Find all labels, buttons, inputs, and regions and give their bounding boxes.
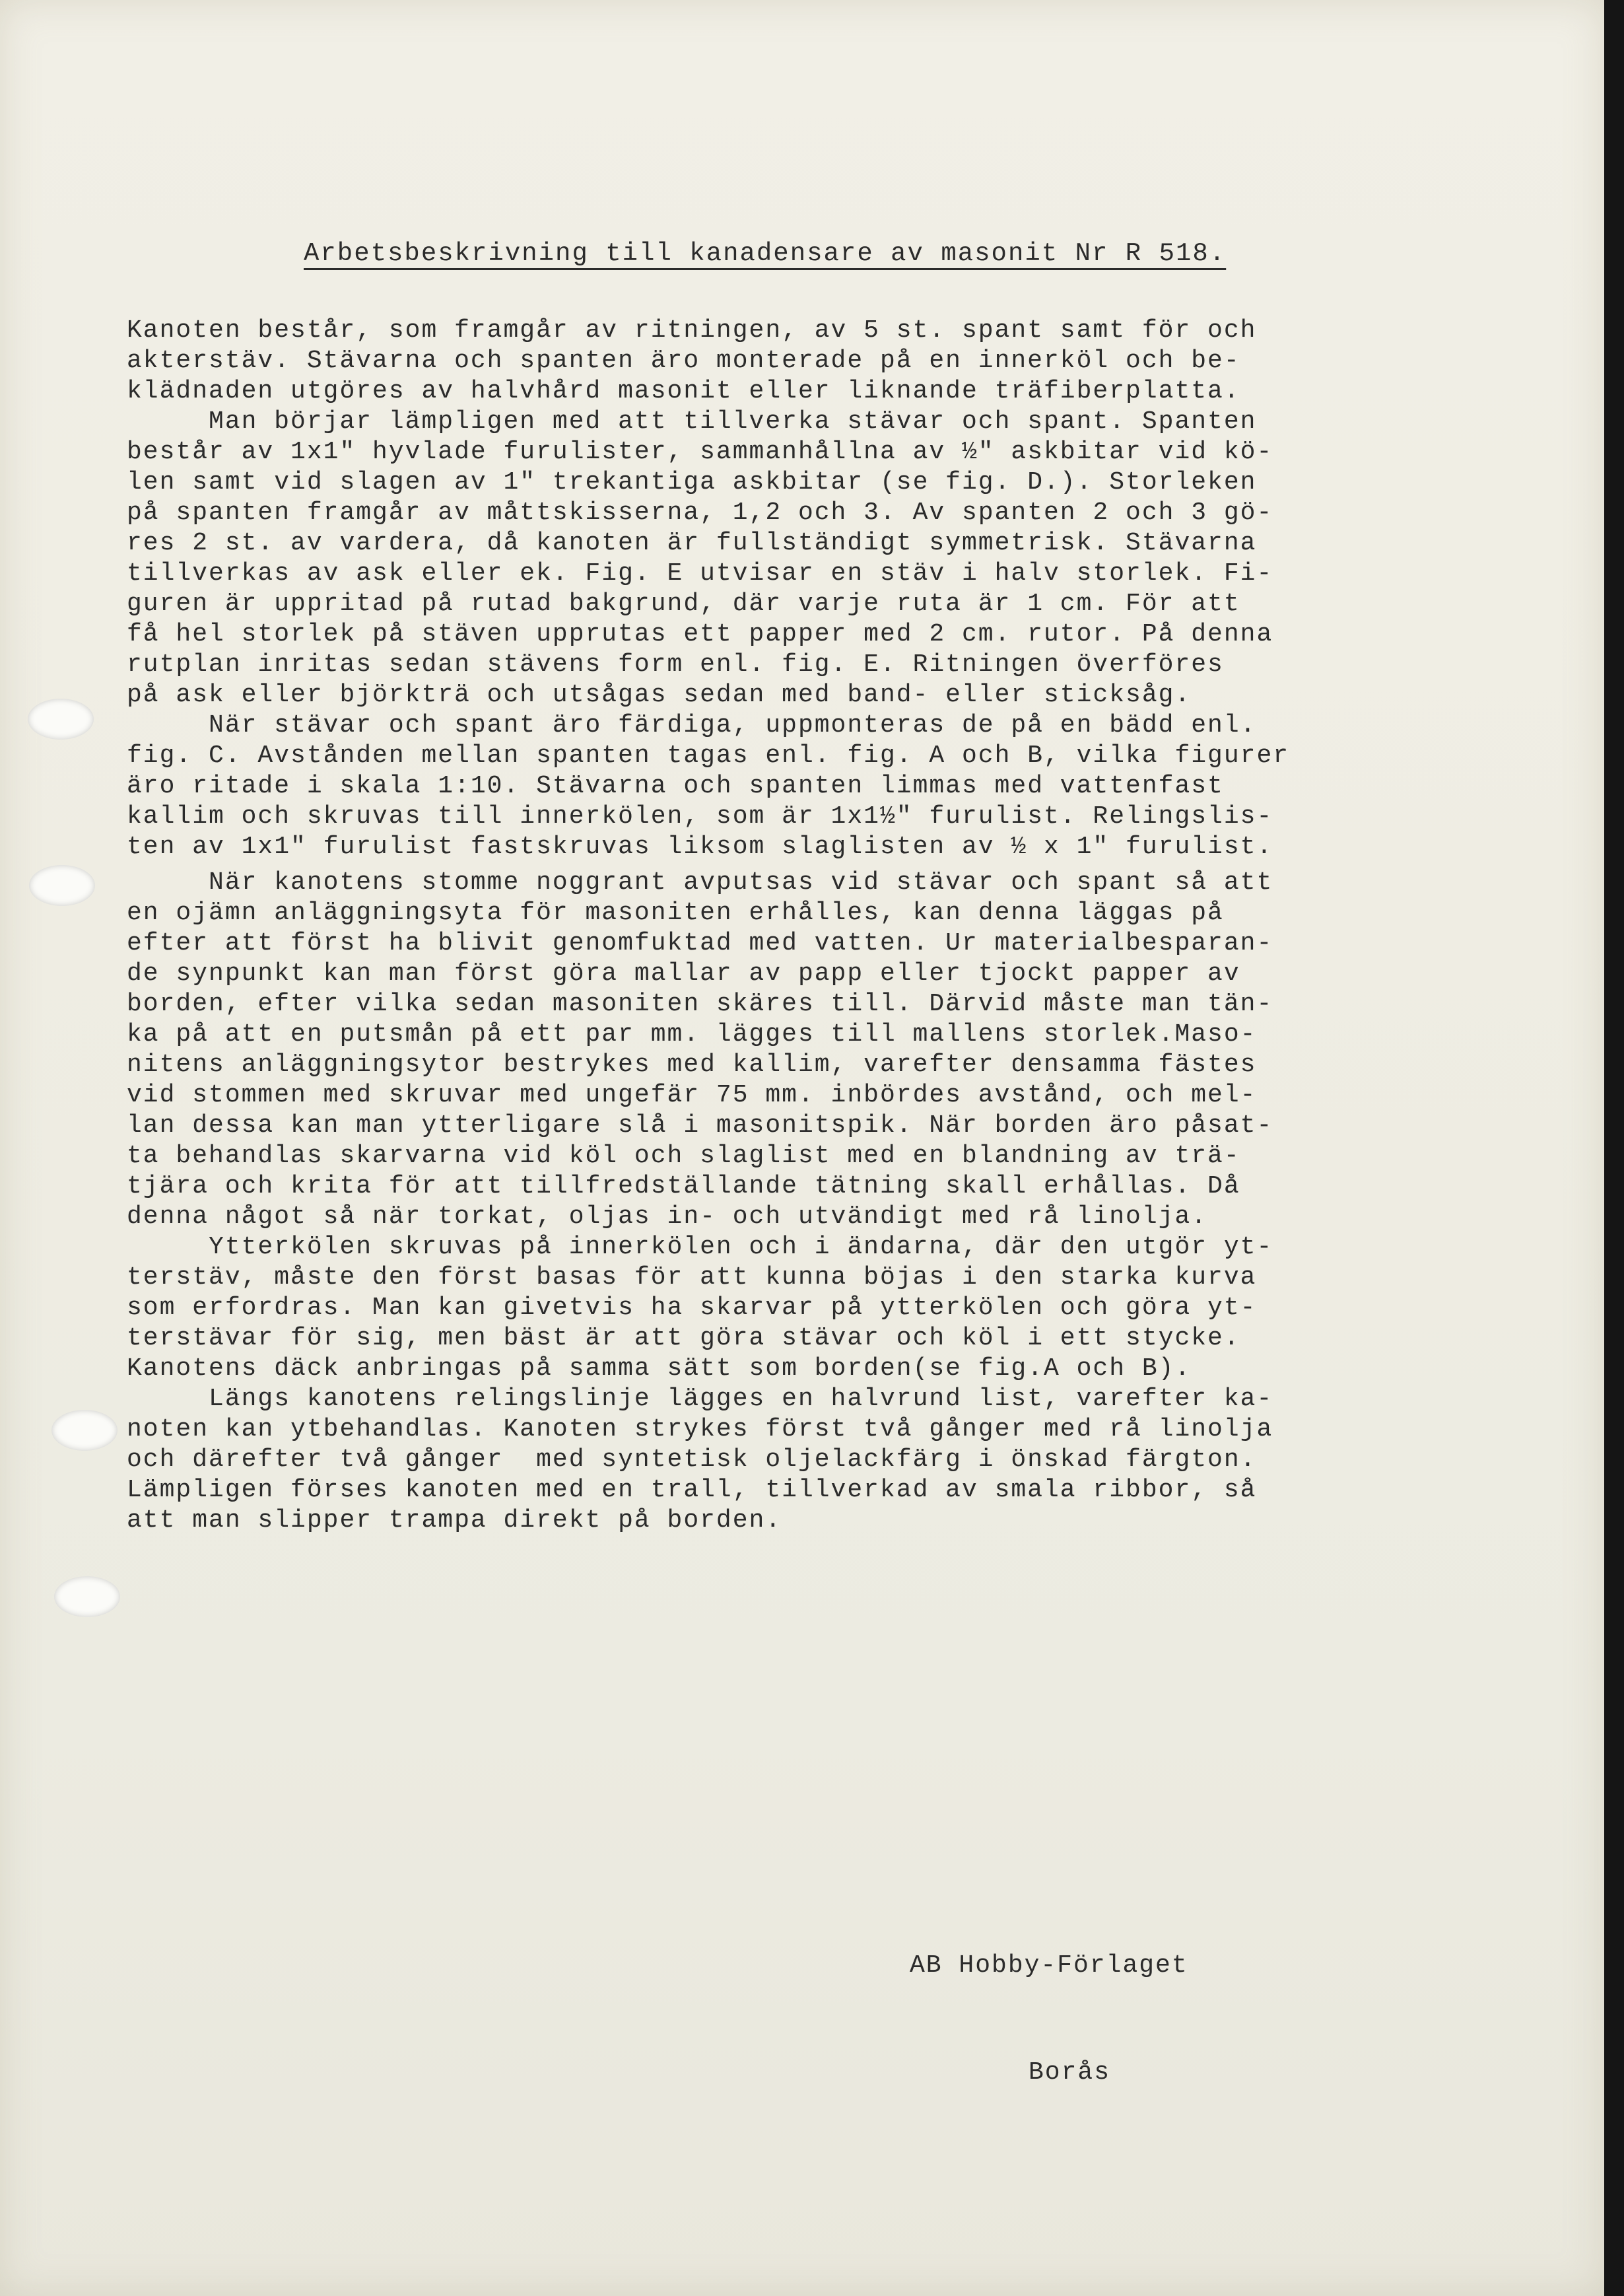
text-line: guren är uppritad på rutad bakgrund, där varje ruta är 1 cm. För att xyxy=(127,590,1240,618)
text-line: Kanotens däck anbringas på samma sätt som borden(se fig.A och B). xyxy=(127,1354,1192,1383)
text-line: kallim och skruvas till innerkölen, som är 1x1½" furulist. Relingslis- xyxy=(127,802,1273,831)
punch-hole xyxy=(54,1576,120,1617)
text-line: Ytterkölen skruvas på innerkölen och i ändarna, där den utgör yt- xyxy=(127,1233,1273,1261)
text-line: äro ritade i skala 1:10. Stävarna och spanten limmas med vattenfast xyxy=(127,772,1224,800)
document-title: Arbetsbeskrivning till kanadensare av masonit Nr R 518. xyxy=(304,239,1227,268)
text-line: När stävar och spant äro färdiga, uppmonteras de på en bädd enl. xyxy=(127,711,1257,740)
text-line: akterstäv. Stävarna och spanten äro monterade på en innerköl och be- xyxy=(127,347,1240,375)
text-line: består av 1x1" hyvlade furulister, sammanhållna av ½" askbitar vid kö- xyxy=(127,438,1273,466)
text-line: ka på att en putsmån på ett par mm. lägges till mallens storlek.Maso- xyxy=(127,1020,1257,1049)
text-line: ten av 1x1" furulist fastskruvas liksom slaglisten av ½ x 1" furulist. xyxy=(127,833,1273,861)
text-line: terstävar för sig, men bäst är att göra stävar och köl i ett stycke. xyxy=(127,1324,1240,1352)
punch-hole xyxy=(28,699,94,740)
signature-company: AB Hobby-Förlaget xyxy=(910,1951,1188,1980)
text-line: Längs kanotens relingslinje lägges en halvrund list, varefter ka- xyxy=(127,1385,1273,1413)
text-line: lan dessa kan man ytterligare slå i masonitspik. När borden äro påsat- xyxy=(127,1111,1273,1140)
text-line: denna något så när torkat, oljas in- och utvändigt med rå linolja. xyxy=(127,1202,1208,1231)
punch-hole xyxy=(29,865,95,906)
text-line: på spanten framgår av måttskisserna, 1,2 och 3. Av spanten 2 och 3 gö- xyxy=(127,499,1273,527)
document-body xyxy=(127,316,1520,1536)
text-line: När kanotens stomme noggrant avputsas vid stävar och spant så att xyxy=(127,868,1273,897)
text-line: och därefter två gånger med syntetisk oljelackfärg i önskad färgton. xyxy=(127,1445,1257,1474)
text-line: ta behandlas skarvarna vid köl och slaglist med en blandning av trä- xyxy=(127,1142,1240,1170)
text-line: en ojämn anläggningsyta för masoniten erhålles, kan denna läggas på xyxy=(127,899,1224,927)
text-line: att man slipper trampa direkt på borden. xyxy=(127,1506,782,1535)
text-line: tillverkas av ask eller ek. Fig. E utvisar en stäv i halv storlek. Fi- xyxy=(127,559,1273,588)
text-line: nitens anläggningsytor bestrykes med kallim, varefter densamma fästes xyxy=(127,1051,1257,1079)
punch-hole xyxy=(51,1410,118,1451)
text-line: efter att först ha blivit genomfuktad med vatten. Ur materialbesparan- xyxy=(127,929,1273,957)
text-line: tjära och krita för att tillfredställande tätning skall erhållas. Då xyxy=(127,1172,1240,1200)
text-line: vid stommen med skruvar med ungefär 75 mm. inbördes avstånd, och mel- xyxy=(127,1081,1257,1109)
signature-block xyxy=(910,1877,1188,2162)
text-line: noten kan ytbehandlas. Kanoten strykes först två gånger med rå linolja xyxy=(127,1415,1273,1444)
text-line: få hel storlek på stäven upprutas ett papper med 2 cm. rutor. På denna xyxy=(127,620,1273,648)
text-line: de synpunkt kan man först göra mallar av papp eller tjockt papper av xyxy=(127,959,1240,988)
text-line: borden, efter vilka sedan masoniten skäres till. Därvid måste man tän- xyxy=(127,990,1273,1018)
scan-background-edge xyxy=(1604,0,1624,2296)
text-line: rutplan inritas sedan stävens form enl. fig. E. Ritningen överföres xyxy=(127,650,1224,679)
text-line: len samt vid slagen av 1" trekantiga askbitar (se fig. D.). Storleken xyxy=(127,468,1257,497)
signature-city: Borås xyxy=(1029,2058,1111,2087)
text-line: Man börjar lämpligen med att tillverka stävar och spant. Spanten xyxy=(127,407,1257,436)
text-line: som erfordras. Man kan givetvis ha skarvar på ytterkölen och göra yt- xyxy=(127,1294,1257,1322)
text-line: på ask eller björkträ och utsågas sedan med band- eller sticksåg. xyxy=(127,681,1192,709)
text-line: res 2 st. av vardera, då kanoten är fullständigt symmetrisk. Stävarna xyxy=(127,529,1257,557)
text-line: terstäv, måste den först basas för att kunna böjas i den starka kurva xyxy=(127,1263,1257,1292)
text-line: fig. C. Avstånden mellan spanten tagas enl. fig. A och B, vilka figurer xyxy=(127,742,1290,770)
text-line: Lämpligen förses kanoten med en trall, tillverkad av smala ribbor, så xyxy=(127,1476,1257,1504)
text-line: Kanoten består, som framgår av ritningen, av 5 st. spant samt för och xyxy=(127,316,1257,345)
paragraph-gap xyxy=(127,862,1520,868)
text-line: klädnaden utgöres av halvhård masonit eller liknande träfiberplatta. xyxy=(127,377,1240,405)
